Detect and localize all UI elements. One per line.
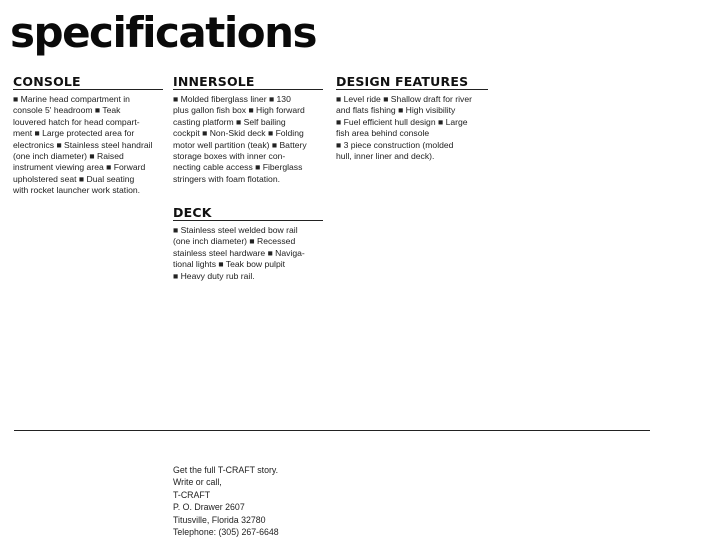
- deck-line: stainless steel hardware ■ Naviga-: [173, 247, 305, 258]
- design-features-line: and flats fishing ■ High visibility: [336, 105, 456, 116]
- design-features-rule: [336, 89, 488, 90]
- page-title: specifications: [10, 8, 316, 57]
- deck-line: ■ Heavy duty rub rail.: [173, 270, 255, 281]
- console-heading: CONSOLE: [13, 74, 81, 89]
- innersole-line: necting cable access ■ Fiberglass: [173, 162, 303, 173]
- innersole-section: [173, 74, 323, 185]
- deck-body: [173, 225, 323, 282]
- console-line: upholstered seat ■ Dual seating: [13, 173, 135, 184]
- design-features-line: ■ Fuel efficient hull design ■ Large: [336, 116, 468, 127]
- design-features-section: [336, 74, 488, 162]
- deck-line: (one inch diameter) ■ Recessed: [173, 236, 296, 247]
- design-features-body: [336, 94, 488, 162]
- innersole-line: motor well partition (teak) ■ Battery: [173, 139, 307, 150]
- console-line: console 5' headroom ■ Teak: [13, 105, 121, 116]
- deck-heading: DECK: [173, 205, 212, 220]
- console-rule: [13, 89, 163, 90]
- console-line: with rocket launcher work station.: [13, 185, 141, 196]
- innersole-line: ■ Molded fiberglass liner ■ 130: [173, 94, 291, 104]
- deck-line: tional lights ■ Teak bow pulpit: [173, 259, 286, 270]
- innersole-rule: [173, 89, 323, 90]
- design-features-heading: DESIGN FEATURES: [336, 74, 469, 89]
- deck-section: [173, 205, 323, 282]
- innersole-body: [173, 94, 323, 185]
- console-body: [13, 94, 163, 197]
- console-line: instrument viewing area ■ Forward: [13, 162, 146, 173]
- console-section: [13, 74, 163, 197]
- contact-line: Write or call,: [173, 477, 222, 488]
- console-line: ■ Marine head compartment in: [13, 94, 130, 104]
- contact-phone: Telephone: (305) 267-6648: [173, 527, 279, 538]
- console-line: ment ■ Large protected area for: [13, 128, 135, 139]
- design-features-line: fish area behind console: [336, 128, 430, 139]
- innersole-line: plus gallon fish box ■ High forward: [173, 105, 305, 116]
- footer-divider: [14, 430, 650, 431]
- contact-block: [173, 464, 279, 538]
- contact-line: Get the full T-CRAFT story.: [173, 465, 279, 475]
- innersole-line: casting platform ■ Self bailing: [173, 116, 286, 127]
- innersole-line: storage boxes with inner con-: [173, 151, 286, 162]
- console-line: louvered hatch for head compart-: [13, 116, 140, 127]
- innersole-heading: INNERSOLE: [173, 74, 255, 89]
- design-features-line: ■ 3 piece construction (molded: [336, 139, 454, 150]
- contact-city: Titusville, Florida 32780: [173, 514, 266, 525]
- design-features-line: ■ Level ride ■ Shallow draft for river: [336, 94, 472, 104]
- innersole-line: stringers with foam flotation.: [173, 173, 280, 184]
- design-features-line: hull, inner liner and deck).: [336, 151, 435, 162]
- innersole-line: cockpit ■ Non-Skid deck ■ Folding: [173, 128, 304, 139]
- contact-address: P. O. Drawer 2607: [173, 502, 245, 513]
- console-line: electronics ■ Stainless steel handrail: [13, 139, 153, 150]
- contact-company: T-CRAFT: [173, 489, 211, 500]
- deck-rule: [173, 220, 323, 221]
- deck-line: ■ Stainless steel welded bow rail: [173, 225, 298, 235]
- console-line: (one inch diameter) ■ Raised: [13, 151, 124, 162]
